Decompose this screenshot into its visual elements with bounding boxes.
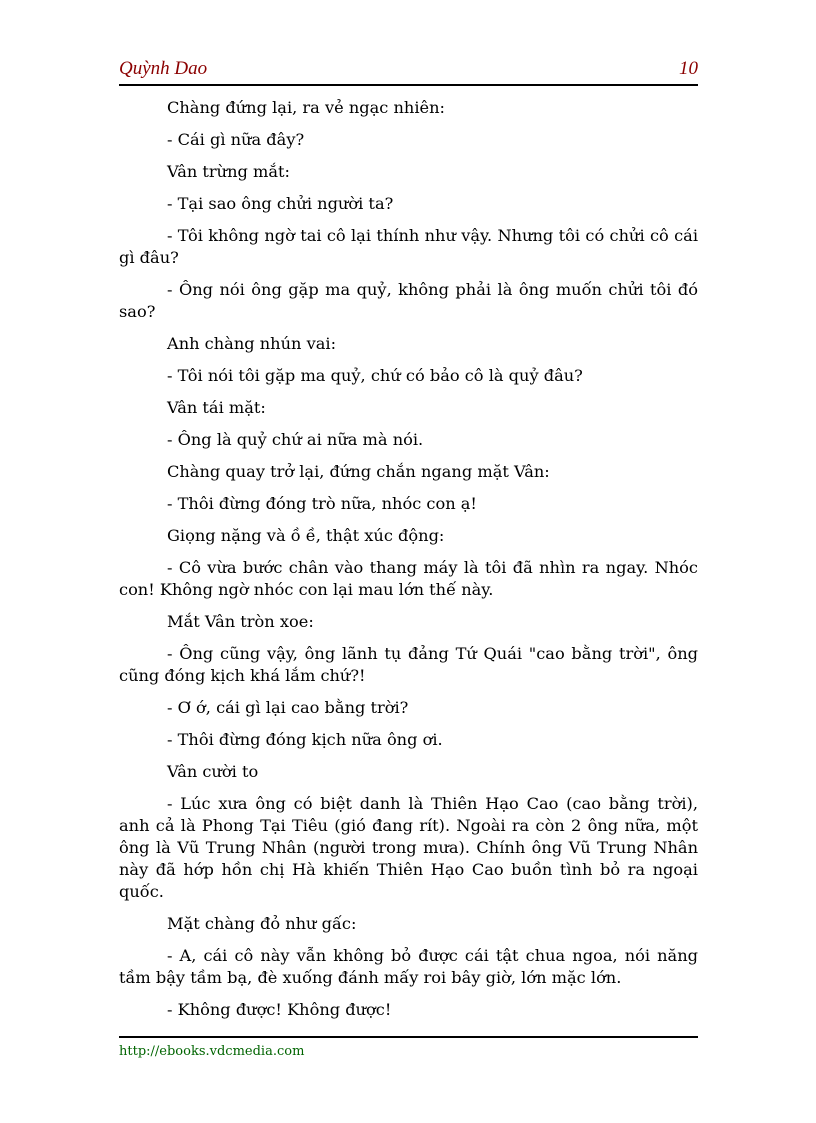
paragraph: Vân trừng mắt: <box>167 162 290 181</box>
paragraph: Anh chàng nhún vai: <box>167 334 337 353</box>
paragraph: Giọng nặng và ồ ề, thật xúc động: <box>167 526 445 545</box>
header-author: Quỳnh Dao <box>119 58 208 79</box>
footer-website-link[interactable]: http://ebooks.vdcmedia.com <box>119 1044 305 1059</box>
paragraph: Mặt chàng đỏ như gấc: <box>167 914 357 933</box>
paragraph: - Lúc xưa ông có biệt danh là Thiên Hạo Cao (cao bằng trời), anh cả là Phong Tại Tiêu (gió đang rít). Ngoài ra còn 2 ông nữa, một ông là Vũ Trung Nhân (người trong mưa). Chính ông Vũ Trung Nhân này đã hớp hồn chị Hà khiến Thiên Hạo Cao buồn tình bỏ ra ngoại quốc. <box>119 794 698 901</box>
footer-divider <box>119 1036 698 1038</box>
paragraph: - Ơ ớ, cái gì lại cao bằng trời? <box>167 698 409 717</box>
paragraph: - Tại sao ông chửi người ta? <box>167 194 394 213</box>
paragraph: - A, cái cô này vẫn không bỏ được cái tật chua ngoa, nói năng tầm bậy tầm bạ, đè xuống đánh mấy roi bây giờ, lớn mặc lớn. <box>119 946 698 987</box>
paragraph: - Tôi nói tôi gặp ma quỷ, chứ có bảo cô là quỷ đâu? <box>167 366 583 385</box>
paragraph: Chàng quay trở lại, đứng chắn ngang mặt Vân: <box>167 462 550 481</box>
paragraph: - Thôi đừng đóng kịch nữa ông ơi. <box>167 730 443 749</box>
paragraph: - Thôi đừng đóng trò nữa, nhóc con ạ! <box>167 494 477 513</box>
paragraph: - Tôi không ngờ tai cô lại thính như vậy. Nhưng tôi có chửi cô cái gì đâu? <box>119 226 698 267</box>
paragraph: Mắt Vân tròn xoe: <box>167 612 314 631</box>
paragraph: Vân tái mặt: <box>167 398 266 417</box>
document-body <box>119 97 698 1031</box>
paragraph: - Cái gì nữa đây? <box>167 130 305 149</box>
header-page-number: 10 <box>679 58 698 79</box>
paragraph: Chàng đứng lại, ra vẻ ngạc nhiên: <box>167 98 445 117</box>
paragraph: - Ông nói ông gặp ma quỷ, không phải là ông muốn chửi tôi đó sao? <box>119 280 698 321</box>
paragraph: - Ông cũng vậy, ông lãnh tụ đảng Tứ Quái "cao bằng trời", ông cũng đóng kịch khá lắm chứ?! <box>119 644 698 685</box>
page-header <box>119 58 698 86</box>
paragraph: - Ông là quỷ chứ ai nữa mà nói. <box>167 430 424 449</box>
paragraph: Vân cười to <box>167 762 259 781</box>
paragraph: - Không được! Không được! <box>167 1000 392 1019</box>
paragraph: - Cô vừa bước chân vào thang máy là tôi đã nhìn ra ngay. Nhóc con! Không ngờ nhóc con lại mau lớn thế này. <box>119 558 698 599</box>
